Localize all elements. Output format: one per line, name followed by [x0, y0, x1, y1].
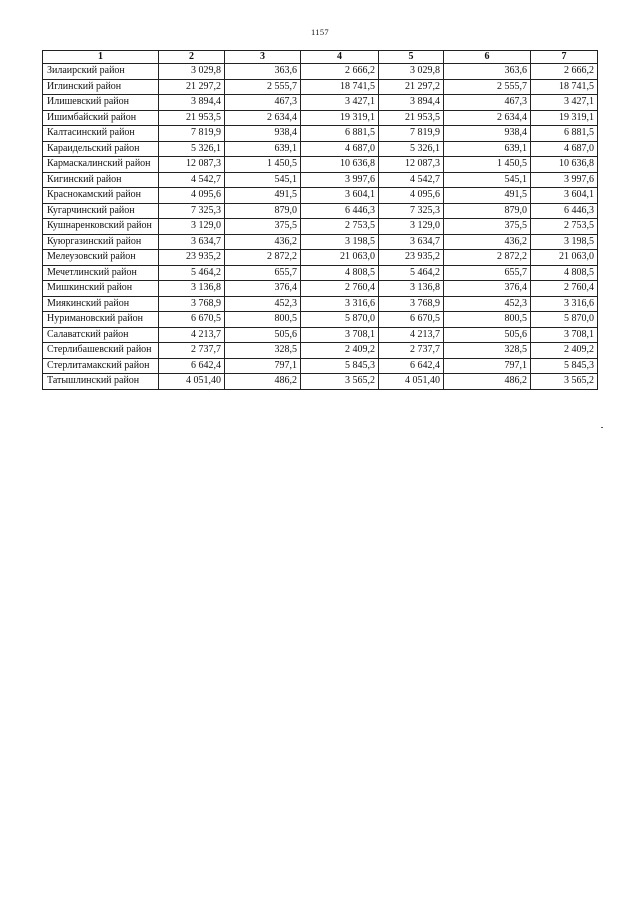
value-cell: 4 095,6: [379, 188, 444, 204]
value-cell: 7 325,3: [159, 203, 225, 219]
table-row: [43, 234, 598, 250]
district-name-cell: Иглинский район: [43, 79, 159, 95]
table-row: [43, 250, 598, 266]
table-row: [43, 141, 598, 157]
column-header: 4: [301, 51, 379, 64]
value-cell: 18 741,5: [531, 79, 598, 95]
value-cell: 19 319,1: [531, 110, 598, 126]
value-cell: 4 213,7: [159, 327, 225, 343]
value-cell: 4 687,0: [531, 141, 598, 157]
value-cell: 4 051,40: [159, 374, 225, 390]
table-row: [43, 95, 598, 111]
value-cell: 4 687,0: [301, 141, 379, 157]
value-cell: 452,3: [225, 296, 301, 312]
header-row: [43, 51, 598, 64]
table-row: [43, 343, 598, 359]
value-cell: 363,6: [444, 64, 531, 80]
value-cell: 6 881,5: [301, 126, 379, 142]
value-cell: 797,1: [225, 358, 301, 374]
value-cell: 2 409,2: [531, 343, 598, 359]
table-row: [43, 172, 598, 188]
table-row: [43, 281, 598, 297]
value-cell: 879,0: [225, 203, 301, 219]
value-cell: 6 642,4: [379, 358, 444, 374]
table-row: [43, 312, 598, 328]
value-cell: 3 129,0: [379, 219, 444, 235]
value-cell: 1 450,5: [444, 157, 531, 173]
value-cell: 6 670,5: [379, 312, 444, 328]
value-cell: 4 213,7: [379, 327, 444, 343]
table-row: [43, 188, 598, 204]
value-cell: 3 565,2: [531, 374, 598, 390]
value-cell: 800,5: [225, 312, 301, 328]
value-cell: 23 935,2: [159, 250, 225, 266]
district-name-cell: Краснокамский район: [43, 188, 159, 204]
value-cell: 639,1: [444, 141, 531, 157]
page-number: 1157: [311, 27, 329, 37]
table-row: [43, 219, 598, 235]
table-row: [43, 265, 598, 281]
value-cell: 6 642,4: [159, 358, 225, 374]
table-row: [43, 64, 598, 80]
value-cell: 376,4: [444, 281, 531, 297]
value-cell: 491,5: [225, 188, 301, 204]
value-cell: 2 760,4: [531, 281, 598, 297]
value-cell: 375,5: [444, 219, 531, 235]
district-name-cell: Миякинский район: [43, 296, 159, 312]
value-cell: 3 708,1: [531, 327, 598, 343]
column-header: 2: [159, 51, 225, 64]
value-cell: 938,4: [225, 126, 301, 142]
value-cell: 4 542,7: [379, 172, 444, 188]
value-cell: 491,5: [444, 188, 531, 204]
value-cell: 655,7: [444, 265, 531, 281]
value-cell: 328,5: [444, 343, 531, 359]
value-cell: 1 450,5: [225, 157, 301, 173]
district-name-cell: Илишевский район: [43, 95, 159, 111]
value-cell: 5 464,2: [159, 265, 225, 281]
value-cell: 3 894,4: [159, 95, 225, 111]
district-name-cell: Зилаирский район: [43, 64, 159, 80]
table-row: [43, 110, 598, 126]
value-cell: 2 555,7: [444, 79, 531, 95]
district-name-cell: Мелеузовский район: [43, 250, 159, 266]
value-cell: 3 634,7: [159, 234, 225, 250]
value-cell: 486,2: [444, 374, 531, 390]
value-cell: 4 808,5: [301, 265, 379, 281]
value-cell: 3 198,5: [301, 234, 379, 250]
table-row: [43, 296, 598, 312]
value-cell: 2 872,2: [225, 250, 301, 266]
district-name-cell: Ишимбайский район: [43, 110, 159, 126]
value-cell: 23 935,2: [379, 250, 444, 266]
value-cell: 7 819,9: [159, 126, 225, 142]
column-header: 7: [531, 51, 598, 64]
district-name-cell: Стерлитамакский район: [43, 358, 159, 374]
value-cell: 2 753,5: [301, 219, 379, 235]
value-cell: 3 136,8: [159, 281, 225, 297]
value-cell: 4 808,5: [531, 265, 598, 281]
value-cell: 505,6: [225, 327, 301, 343]
value-cell: 3 708,1: [301, 327, 379, 343]
value-cell: 639,1: [225, 141, 301, 157]
value-cell: 376,4: [225, 281, 301, 297]
value-cell: 10 636,8: [531, 157, 598, 173]
value-cell: 505,6: [444, 327, 531, 343]
value-cell: 363,6: [225, 64, 301, 80]
value-cell: 2 634,4: [444, 110, 531, 126]
table-row: [43, 157, 598, 173]
value-cell: 3 997,6: [531, 172, 598, 188]
value-cell: 3 198,5: [531, 234, 598, 250]
value-cell: 452,3: [444, 296, 531, 312]
value-cell: 328,5: [225, 343, 301, 359]
value-cell: 2 737,7: [379, 343, 444, 359]
table-row: [43, 203, 598, 219]
district-budget-table: [42, 50, 598, 390]
district-name-cell: Куюргазинский район: [43, 234, 159, 250]
value-cell: 2 872,2: [444, 250, 531, 266]
value-cell: 467,3: [444, 95, 531, 111]
scan-speck: [601, 427, 603, 428]
value-cell: 21 953,5: [379, 110, 444, 126]
value-cell: 938,4: [444, 126, 531, 142]
value-cell: 800,5: [444, 312, 531, 328]
value-cell: 3 604,1: [531, 188, 598, 204]
value-cell: 5 870,0: [531, 312, 598, 328]
value-cell: 879,0: [444, 203, 531, 219]
value-cell: 4 542,7: [159, 172, 225, 188]
value-cell: 545,1: [225, 172, 301, 188]
district-name-cell: Калтасинский район: [43, 126, 159, 142]
value-cell: 436,2: [225, 234, 301, 250]
value-cell: 486,2: [225, 374, 301, 390]
value-cell: 19 319,1: [301, 110, 379, 126]
value-cell: 3 427,1: [301, 95, 379, 111]
value-cell: 436,2: [444, 234, 531, 250]
table-row: [43, 374, 598, 390]
district-name-cell: Кигинский район: [43, 172, 159, 188]
value-cell: 21 063,0: [531, 250, 598, 266]
value-cell: 21 297,2: [379, 79, 444, 95]
value-cell: 21 953,5: [159, 110, 225, 126]
table-row: [43, 126, 598, 142]
value-cell: 4 051,40: [379, 374, 444, 390]
value-cell: 5 464,2: [379, 265, 444, 281]
value-cell: 12 087,3: [379, 157, 444, 173]
value-cell: 6 446,3: [301, 203, 379, 219]
district-name-cell: Стерлибашевский район: [43, 343, 159, 359]
table-row: [43, 358, 598, 374]
district-name-cell: Караидельский район: [43, 141, 159, 157]
value-cell: 3 427,1: [531, 95, 598, 111]
district-name-cell: Нуримановский район: [43, 312, 159, 328]
value-cell: 2 760,4: [301, 281, 379, 297]
value-cell: 3 634,7: [379, 234, 444, 250]
value-cell: 5 870,0: [301, 312, 379, 328]
value-cell: 2 666,2: [301, 64, 379, 80]
value-cell: 5 845,3: [531, 358, 598, 374]
district-name-cell: Салаватский район: [43, 327, 159, 343]
value-cell: 3 316,6: [531, 296, 598, 312]
value-cell: 10 636,8: [301, 157, 379, 173]
value-cell: 4 095,6: [159, 188, 225, 204]
value-cell: 5 326,1: [379, 141, 444, 157]
value-cell: 3 029,8: [159, 64, 225, 80]
value-cell: 12 087,3: [159, 157, 225, 173]
value-cell: 2 737,7: [159, 343, 225, 359]
value-cell: 21 297,2: [159, 79, 225, 95]
column-header: 6: [444, 51, 531, 64]
value-cell: 2 753,5: [531, 219, 598, 235]
column-header: 5: [379, 51, 444, 64]
value-cell: 6 446,3: [531, 203, 598, 219]
value-cell: 21 063,0: [301, 250, 379, 266]
value-cell: 2 555,7: [225, 79, 301, 95]
value-cell: 2 666,2: [531, 64, 598, 80]
column-header: 1: [43, 51, 159, 64]
value-cell: 2 409,2: [301, 343, 379, 359]
district-name-cell: Мечетлинский район: [43, 265, 159, 281]
value-cell: 5 845,3: [301, 358, 379, 374]
value-cell: 655,7: [225, 265, 301, 281]
value-cell: 6 670,5: [159, 312, 225, 328]
district-name-cell: Кармаскалинский район: [43, 157, 159, 173]
value-cell: 2 634,4: [225, 110, 301, 126]
value-cell: 3 316,6: [301, 296, 379, 312]
value-cell: 7 325,3: [379, 203, 444, 219]
value-cell: 3 029,8: [379, 64, 444, 80]
district-name-cell: Кушнаренковский район: [43, 219, 159, 235]
value-cell: 3 604,1: [301, 188, 379, 204]
value-cell: 7 819,9: [379, 126, 444, 142]
value-cell: 3 768,9: [379, 296, 444, 312]
district-name-cell: Мишкинский район: [43, 281, 159, 297]
column-header: 3: [225, 51, 301, 64]
value-cell: 3 768,9: [159, 296, 225, 312]
district-name-cell: Татышлинский район: [43, 374, 159, 390]
value-cell: 467,3: [225, 95, 301, 111]
value-cell: 545,1: [444, 172, 531, 188]
value-cell: 3 136,8: [379, 281, 444, 297]
value-cell: 5 326,1: [159, 141, 225, 157]
value-cell: 3 997,6: [301, 172, 379, 188]
table-body: [43, 64, 598, 390]
value-cell: 18 741,5: [301, 79, 379, 95]
table-row: [43, 327, 598, 343]
table-row: [43, 79, 598, 95]
value-cell: 6 881,5: [531, 126, 598, 142]
value-cell: 375,5: [225, 219, 301, 235]
value-cell: 3 894,4: [379, 95, 444, 111]
value-cell: 3 565,2: [301, 374, 379, 390]
value-cell: 3 129,0: [159, 219, 225, 235]
district-name-cell: Кугарчинский район: [43, 203, 159, 219]
value-cell: 797,1: [444, 358, 531, 374]
